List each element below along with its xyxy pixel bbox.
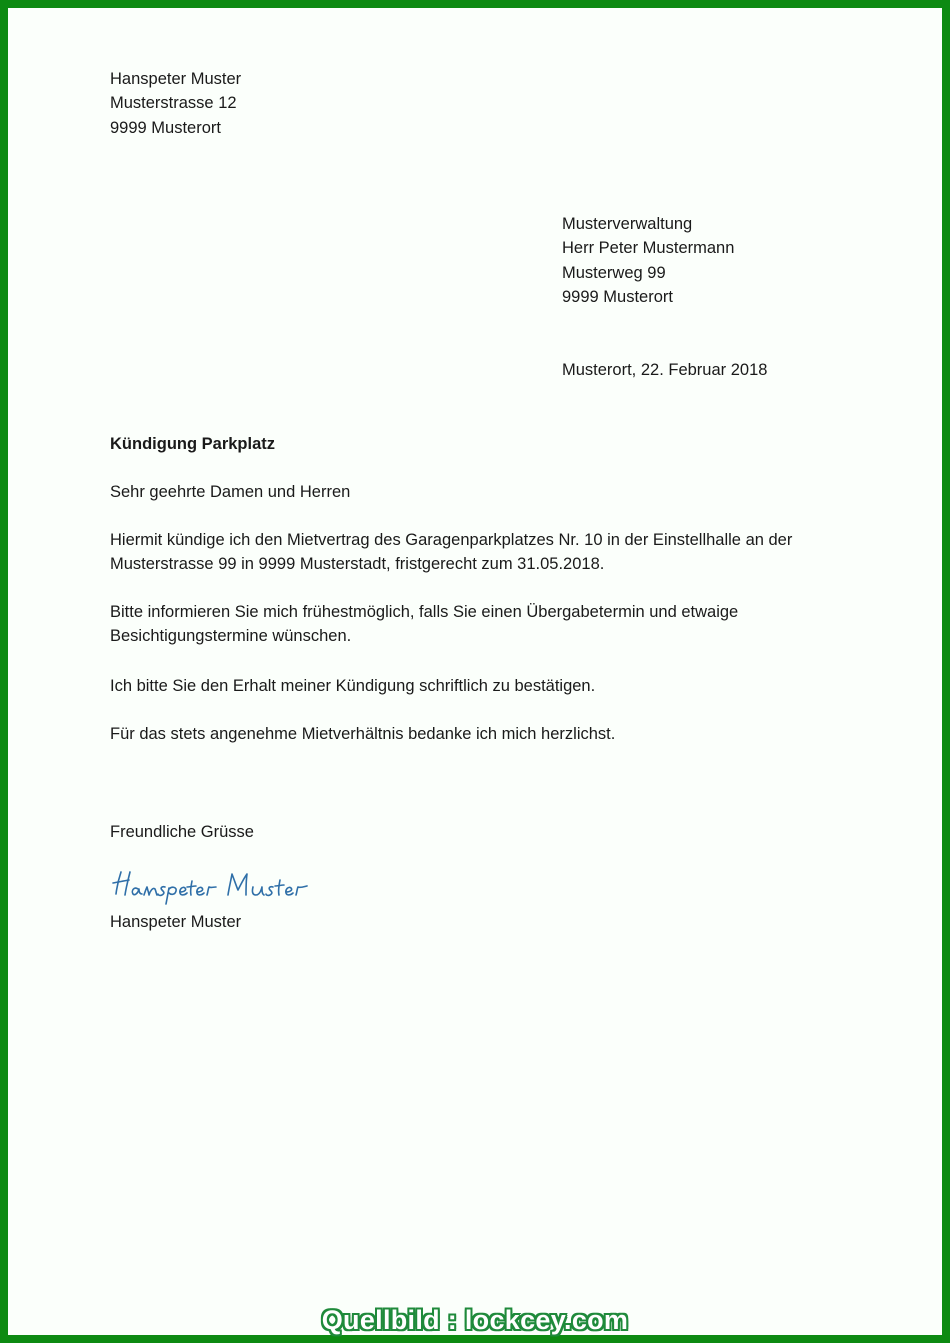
paragraph-termination <box>110 528 850 577</box>
paragraph-handover <box>110 600 850 649</box>
paragraph-line: Hiermit kündige ich den Mietvertrag des Garagenparkplatzes Nr. 10 in der Einstellhalle an der <box>110 531 793 549</box>
sender-address <box>110 67 241 140</box>
handwritten-signature <box>110 862 350 910</box>
paragraph-confirmation: Ich bitte Sie den Erhalt meiner Kündigung schriftlich zu bestätigen. <box>110 677 596 695</box>
recipient-person: Herr Peter Mustermann <box>562 239 735 258</box>
paragraph-thanks: Für das stets angenehme Mietverhältnis bedanke ich mich herzlichst. <box>110 725 616 743</box>
paragraph-line: Besichtigungstermine wünschen. <box>110 627 352 646</box>
paragraph-line: Musterstrasse 99 in 9999 Musterstadt, fristgerecht zum 31.05.2018. <box>110 555 605 574</box>
salutation: Sehr geehrte Damen und Herren <box>110 483 351 501</box>
closing-greeting: Freundliche Grüsse <box>110 823 254 841</box>
sender-street: Musterstrasse 12 <box>110 94 237 113</box>
paragraph-line: Bitte informieren Sie mich frühestmöglich, falls Sie einen Übergabetermin und etwaige <box>110 603 739 621</box>
recipient-company: Musterverwaltung <box>562 215 693 233</box>
recipient-address <box>562 212 734 309</box>
recipient-city: 9999 Musterort <box>562 287 673 306</box>
signature-printed-name: Hanspeter Muster <box>110 913 242 931</box>
recipient-street: Musterweg 99 <box>562 263 666 282</box>
sender-city: 9999 Musterort <box>110 118 221 137</box>
source-watermark: Quellbild : lockcey.com <box>321 1305 629 1335</box>
sender-name: Hanspeter Muster <box>110 70 242 88</box>
letter-subject: Kündigung Parkplatz <box>110 435 275 453</box>
date-line: Musterort, 22. Februar 2018 <box>562 361 768 379</box>
